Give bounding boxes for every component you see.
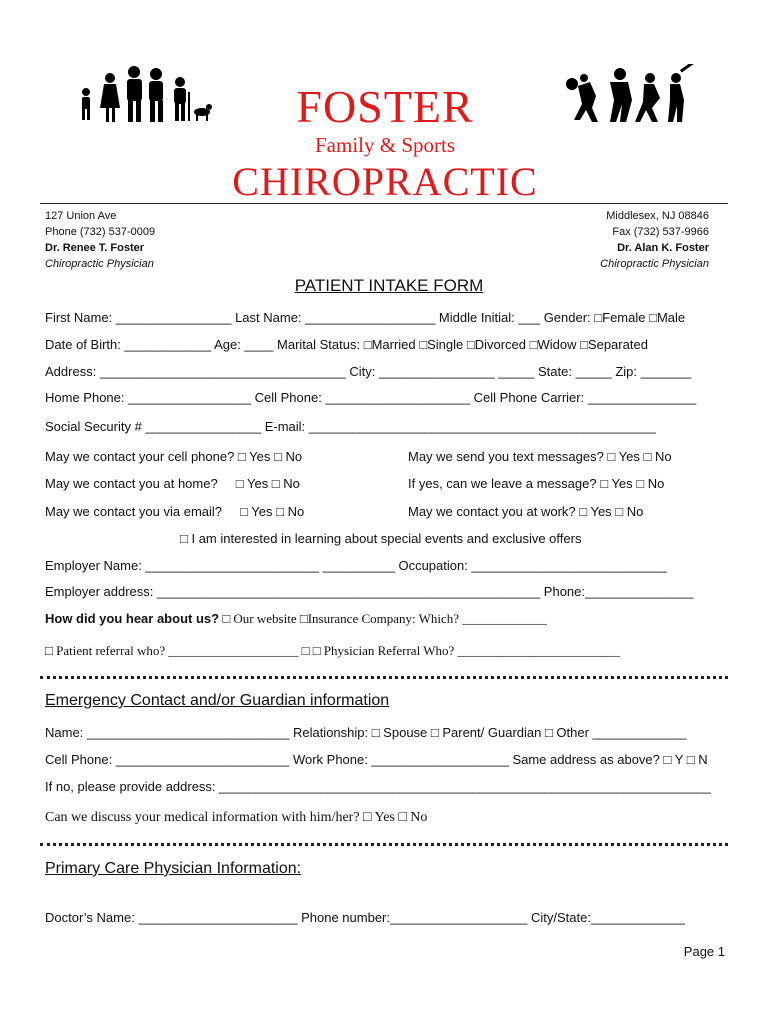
contact-right (600, 208, 709, 272)
page-number: Page 1 (683, 944, 725, 959)
name-gender-row[interactable]: First Name: ________________ Last Name: __________________ Middle Initial: ___ Gender: □Female □Male (45, 310, 686, 325)
contact-left (45, 208, 155, 272)
doctor-role-right: Chiropractic Physician (600, 258, 709, 270)
logo-chiropractic: CHIROPRACTIC (232, 159, 538, 204)
employer-address-row[interactable]: Employer address: _____________________________________________________ Phone:_______________ (45, 584, 694, 599)
emergency-phone-row[interactable]: Cell Phone: ________________________ Work Phone: ___________________ Same address as above? □ Y □ N (45, 752, 708, 767)
emergency-address-row[interactable]: If no, please provide address: ____________________________________________________________________ (45, 779, 711, 794)
city-state-zip: Middlesex, NJ 08846 (606, 210, 709, 222)
doctor-name-left: Dr. Renee T. Foster (45, 242, 145, 254)
header-rule (40, 203, 728, 204)
logo-subtitle: Family & Sports (314, 133, 456, 157)
patient-physician-referral-row[interactable]: □ Patient referral who? ____________________ □ □ Physician Referral Who? _________________________ (45, 643, 620, 658)
doctor-role-left: Chiropractic Physician (45, 258, 154, 270)
contact-work-question[interactable]: May we contact you at work? □ Yes □ No (408, 504, 644, 519)
emergency-heading: Emergency Contact and/or Guardian information (45, 692, 390, 709)
phone-row[interactable]: Home Phone: _________________ Cell Phone: ____________________ Cell Phone Carrier: _______________ (45, 390, 697, 405)
logo-title: FOSTER (296, 81, 474, 132)
discuss-medical-row[interactable]: Can we discuss your medical information with him/her? □ Yes □ No (45, 810, 428, 825)
leave-message-question[interactable]: If yes, can we leave a message? □ Yes □ No (408, 476, 665, 491)
address-row[interactable]: Address: __________________________________ City: ________________ _____ State: _____ Zip: _______ (45, 364, 692, 379)
ssn-email-row[interactable]: Social Security # ________________ E-mail: ________________________________________________ (45, 419, 656, 434)
employer-row[interactable]: Employer Name: ________________________ __________ Occupation: ___________________________ (45, 558, 667, 573)
special-events-checkbox[interactable]: □ I am interested in learning about special events and exclusive offers (180, 531, 582, 546)
section-divider-1 (40, 676, 728, 679)
contact-email-question[interactable]: May we contact you via email? □ Yes □ No (45, 504, 305, 519)
form-title: PATIENT INTAKE FORM (294, 276, 484, 295)
referral-source-row[interactable] (45, 611, 547, 627)
street-address: 127 Union Ave (45, 210, 117, 222)
doctor-name-right: Dr. Alan K. Foster (617, 242, 709, 254)
dob-marital-row[interactable]: Date of Birth: ____________ Age: ____ Marital Status: □Married □Single □Divorced □Widow □Separated (45, 337, 648, 352)
section-divider-2 (40, 843, 728, 846)
text-messages-question[interactable]: May we send you text messages? □ Yes □ No (408, 449, 672, 464)
office-fax: Fax (732) 537-9966 (612, 226, 709, 238)
contact-home-question[interactable]: May we contact you at home? □ Yes □ No (45, 476, 300, 491)
office-phone: Phone (732) 537-0009 (45, 226, 156, 238)
physician-row[interactable]: Doctor’s Name: ______________________ Phone number:___________________ City/State:_____________ (45, 910, 685, 925)
referral-source-options[interactable]: □ Our website □Insurance Company: Which? _____________ (219, 611, 547, 626)
referral-source-label: How did you hear about us? (45, 611, 220, 626)
emergency-name-row[interactable]: Name: ____________________________ Relationship: □ Spouse □ Parent/ Guardian □ Other _____________ (45, 725, 687, 740)
physician-heading: Primary Care Physician Information: (45, 860, 302, 877)
contact-cell-question[interactable]: May we contact your cell phone? □ Yes □ No (45, 449, 303, 464)
